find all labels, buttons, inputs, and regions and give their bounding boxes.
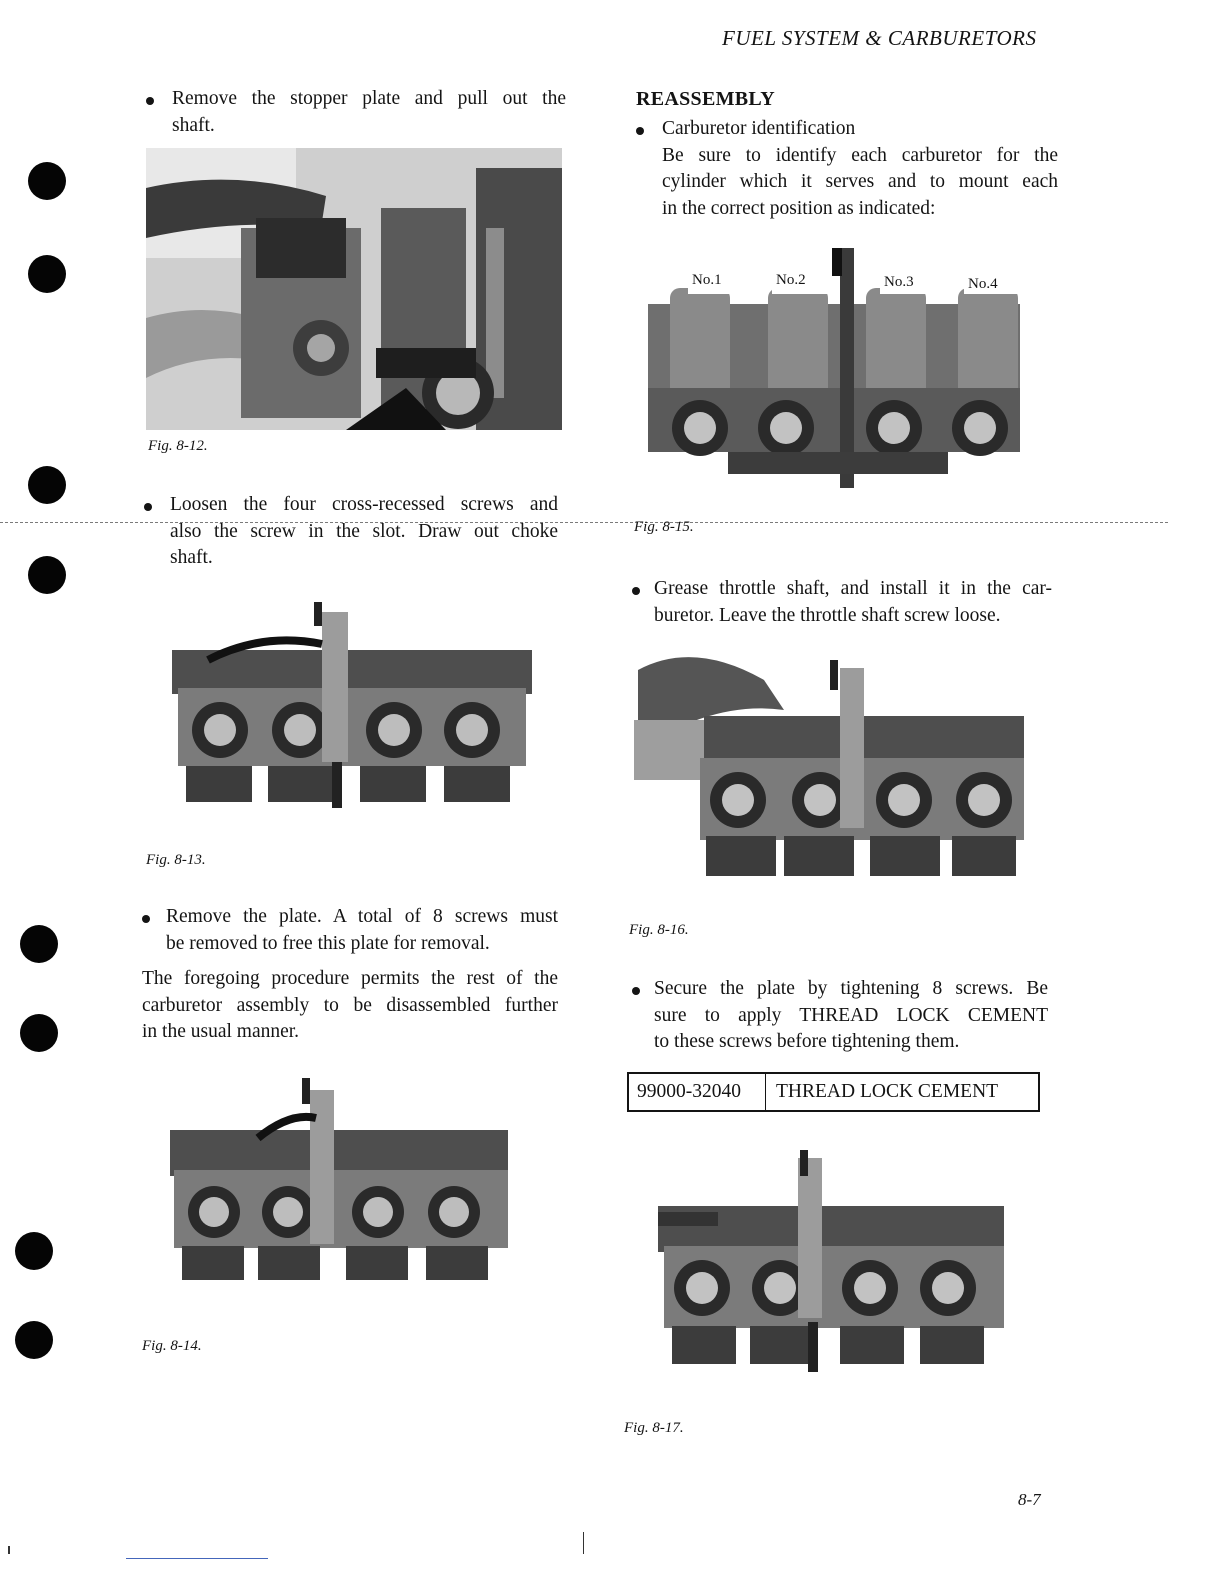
binder-hole [28, 556, 66, 594]
step-grease-throttle [632, 576, 1052, 629]
step-secure-plate [632, 976, 1048, 1056]
fig-8-16-photo [634, 640, 1028, 886]
bullet-icon [632, 587, 640, 595]
procedure-note [142, 966, 558, 1046]
step-remove-stopper [146, 86, 566, 139]
note-line: The foregoing procedure permits the rest of the [142, 968, 558, 989]
binder-hole [20, 925, 58, 963]
thread-lock-name: THREAD LOCK CEMENT [776, 1081, 999, 1102]
bullet-icon [144, 503, 152, 511]
bottom-rule [126, 1558, 268, 1559]
binder-hole [28, 466, 66, 504]
binder-hole [28, 162, 66, 200]
fig-8-13-photo [172, 602, 546, 812]
binder-hole [15, 1321, 53, 1359]
step-line: Loosen the four cross-recessed screws and [170, 494, 558, 515]
bullet-icon [632, 987, 640, 995]
step-line: shaft. [172, 114, 215, 136]
thread-lock-table [627, 1072, 1040, 1112]
carb-label-no3: No.3 [884, 274, 914, 290]
step-line: Be sure to identify each carburetor for the [662, 144, 1058, 166]
fig-8-15-photo [648, 248, 1026, 498]
step-title: Carburetor identification [662, 118, 856, 139]
reassembly-heading: REASSEMBLY [636, 88, 775, 110]
step-loosen-screws [144, 492, 558, 572]
bullet-icon [142, 915, 150, 923]
step-line: be removed to free this plate for removal. [166, 932, 490, 954]
fig-8-14-photo [170, 1078, 516, 1288]
scan-speck [8, 1546, 10, 1554]
page-number: 8-7 [1018, 1490, 1041, 1509]
step-line: Remove the stopper plate and pull out the [172, 88, 566, 109]
note-line: carburetor assembly to be disassembled further [142, 994, 558, 1016]
bullet-icon [636, 127, 644, 135]
fig-8-12-photo [146, 148, 562, 430]
scan-speck [583, 1532, 584, 1554]
scan-fold-line [0, 522, 1168, 523]
step-line: Grease throttle shaft, and install it in the car- [654, 578, 1052, 599]
step-line: Remove the plate. A total of 8 screws must [166, 906, 558, 927]
step-line: to these screws before tightening them. [654, 1031, 960, 1052]
carb-label-no2: No.2 [776, 272, 806, 288]
fig-8-16-caption: Fig. 8-16. [629, 922, 689, 938]
step-line: cylinder which it serves and to mount each [662, 171, 1058, 192]
step-line: also the screw in the slot. Draw out choke [170, 520, 558, 542]
fig-8-13-caption: Fig. 8-13. [146, 852, 206, 868]
bullet-icon [146, 97, 154, 105]
step-line: buretor. Leave the throttle shaft screw loose. [654, 604, 1001, 626]
section-header: FUEL SYSTEM & CARBURETORS [722, 26, 1037, 50]
note-line: in the usual manner. [142, 1021, 300, 1042]
step-line: in the correct position as indicated: [662, 197, 936, 219]
fig-8-17-caption: Fig. 8-17. [624, 1420, 684, 1436]
binder-hole [15, 1232, 53, 1270]
step-line: shaft. [170, 547, 213, 568]
carb-label-no1: No.1 [692, 272, 722, 288]
carb-label-no4: No.4 [968, 276, 998, 292]
binder-hole [28, 255, 66, 293]
thread-lock-part-number: 99000-32040 [629, 1074, 766, 1110]
fig-8-15-caption: Fig. 8-15. [634, 519, 694, 535]
step-line: sure to apply THREAD LOCK CEMENT [654, 1004, 1048, 1026]
fig-8-14-caption: Fig. 8-14. [142, 1338, 202, 1354]
step-carb-identification [636, 116, 1058, 222]
fig-8-12-caption: Fig. 8-12. [148, 438, 208, 454]
step-remove-plate [142, 904, 558, 957]
step-line: Secure the plate by tightening 8 screws. Be [654, 978, 1048, 999]
fig-8-17-photo [658, 1150, 1010, 1376]
binder-hole [20, 1014, 58, 1052]
